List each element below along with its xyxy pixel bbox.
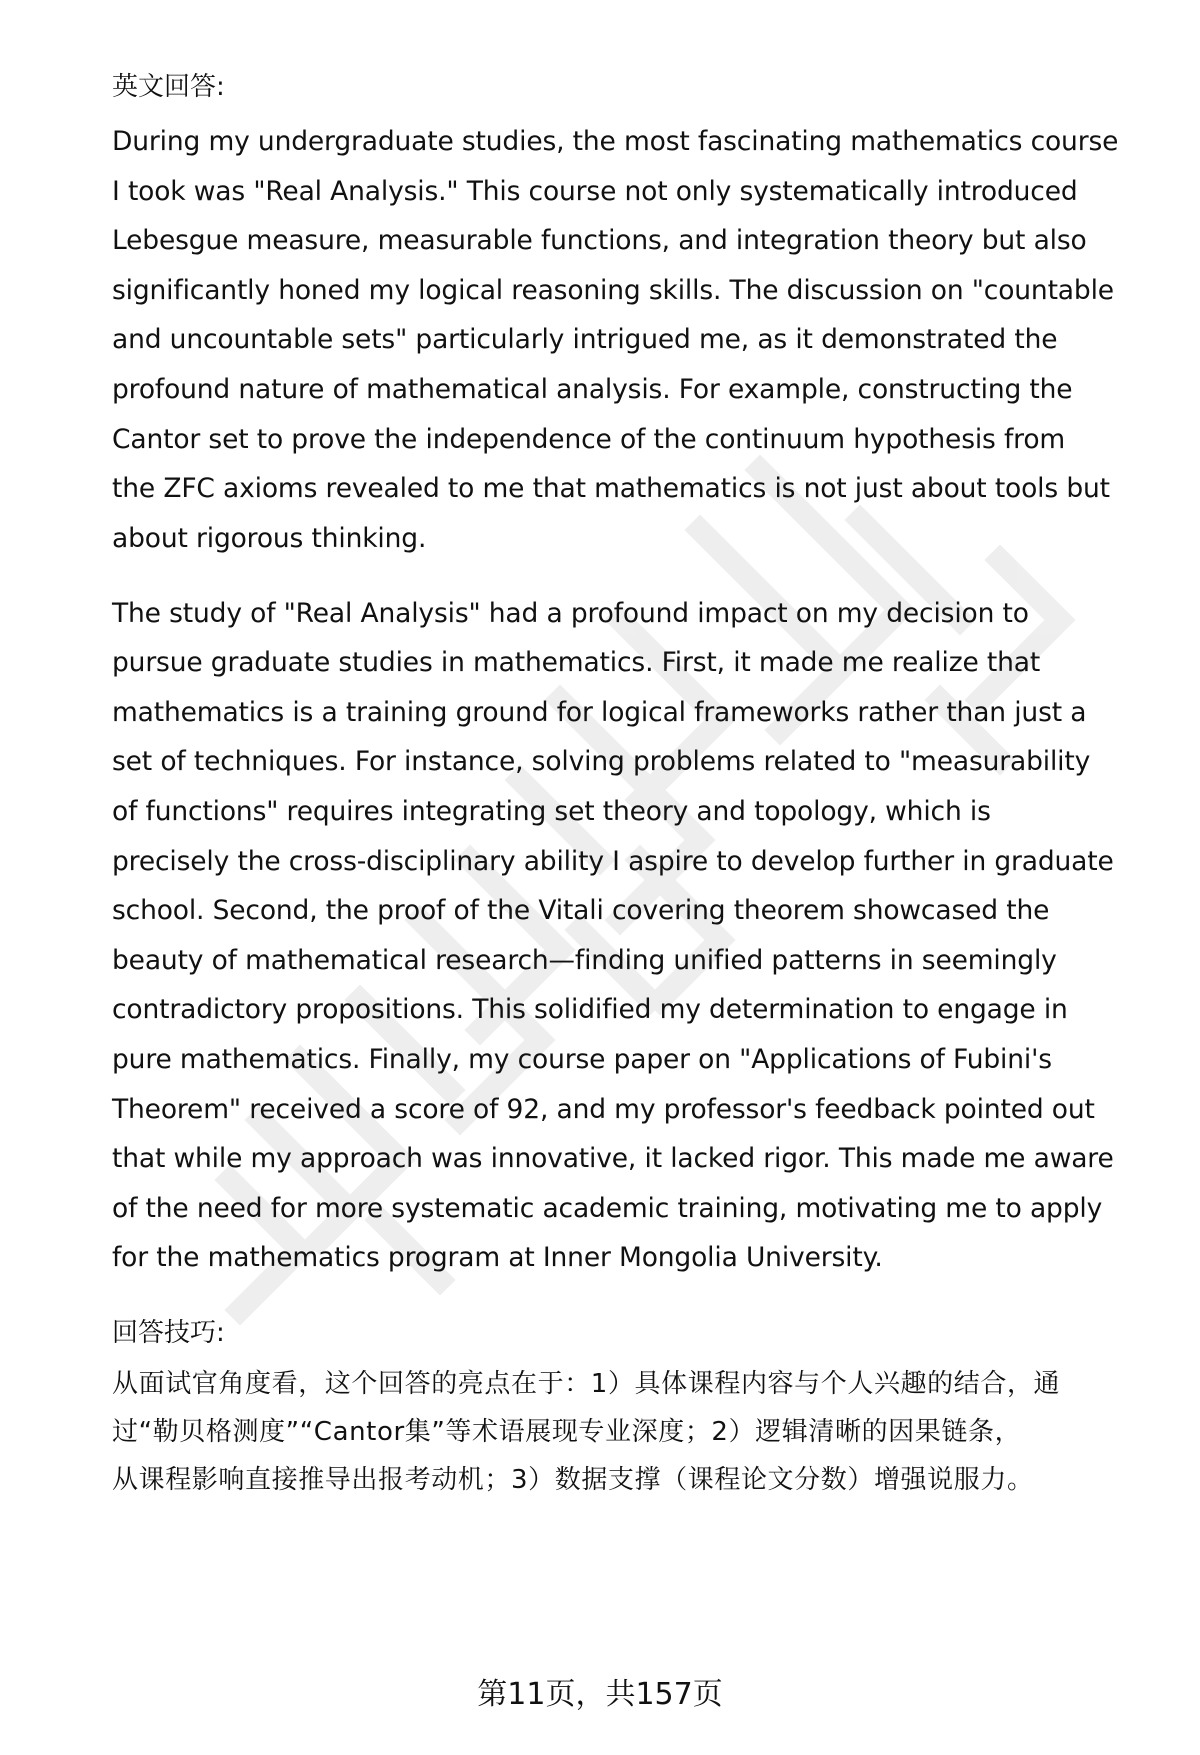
answer-tips-label: 回答技巧:: [112, 1318, 225, 1348]
paragraph-line: During my undergraduate studies, the most fascinating mathematics course: [112, 126, 1119, 157]
paragraph-line: Lebesgue measure, measurable functions, and integration theory but also: [112, 225, 1087, 256]
paragraph-line: precisely the cross-disciplinary ability I aspire to develop further in graduate: [112, 846, 1114, 877]
paragraph-line: school. Second, the proof of the Vitali covering theorem showcased the: [112, 895, 1050, 926]
paragraph-line: the ZFC axioms revealed to me that mathematics is not just about tools but: [112, 473, 1110, 504]
paragraph-line: contradictory propositions. This solidified my determination to engage in: [112, 994, 1068, 1025]
tips-line: 过“勒贝格测度”“Cantor集”等术语展现专业深度；2）逻辑清晰的因果链条，: [112, 1417, 1022, 1447]
tips-line: 从课程影响直接推导出报考动机；3）数据支撑（课程论文分数）增强说服力。: [112, 1465, 1034, 1495]
tips-line: 从面试官角度看，这个回答的亮点在于：1）具体课程内容与个人兴趣的结合，通: [112, 1369, 1061, 1399]
paragraph-line: that while my approach was innovative, it lacked rigor. This made me aware: [112, 1143, 1114, 1174]
paragraph-line: beauty of mathematical research—finding unified patterns in seemingly: [112, 945, 1057, 976]
paragraph-line: for the mathematics program at Inner Mongolia University.: [112, 1242, 883, 1273]
paragraph-line: of functions" requires integrating set theory and topology, which is: [112, 796, 991, 827]
paragraph-line: set of techniques. For instance, solving problems related to "measurability: [112, 746, 1091, 777]
paragraph-line: I took was "Real Analysis." This course not only systematically introduced: [112, 176, 1078, 207]
paragraph-line: mathematics is a training ground for logical frameworks rather than just a: [112, 697, 1087, 728]
paragraph-line: pure mathematics. Finally, my course paper on "Applications of Fubini's: [112, 1044, 1052, 1075]
paragraph-line: profound nature of mathematical analysis. For example, constructing the: [112, 374, 1073, 405]
paragraph-line: Theorem" received a score of 92, and my professor's feedback pointed out: [112, 1094, 1095, 1125]
paragraph-line: pursue graduate studies in mathematics. First, it made me realize that: [112, 647, 1041, 678]
page-indicator: 第11页，共157页: [477, 1677, 723, 1712]
paragraph-line: and uncountable sets" particularly intrigued me, as it demonstrated the: [112, 324, 1058, 355]
paragraph-line: about rigorous thinking.: [112, 523, 427, 554]
paragraph-line: Cantor set to prove the independence of the continuum hypothesis from: [112, 424, 1066, 455]
paragraph-line: of the need for more systematic academic training, motivating me to apply: [112, 1193, 1103, 1224]
paragraph-line: The study of "Real Analysis" had a profound impact on my decision to: [112, 598, 1029, 629]
paragraph-line: significantly honed my logical reasoning skills. The discussion on "countable: [112, 275, 1114, 306]
english-answer-label: 英文回答:: [112, 72, 225, 102]
